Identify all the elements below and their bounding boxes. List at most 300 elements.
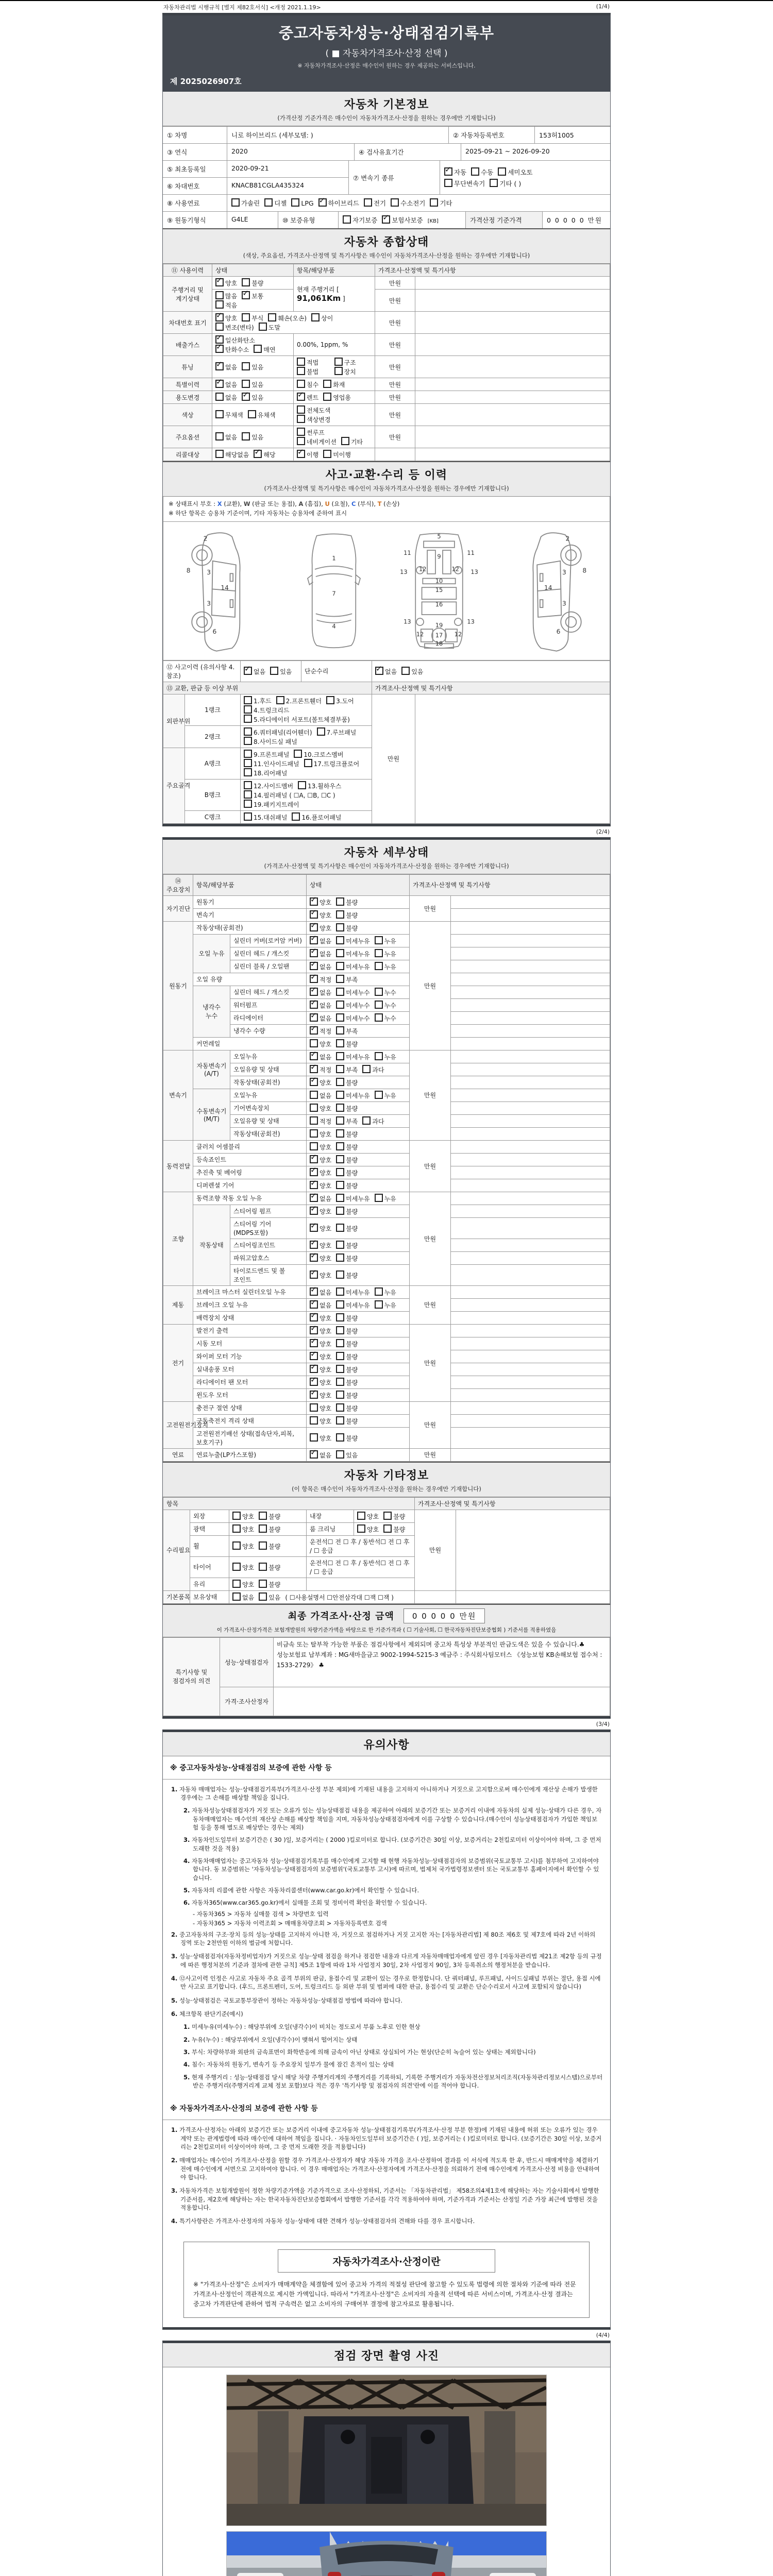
checkbox-option: 미세누유 (336, 1052, 369, 1061)
document-number: 제 2025026907호 (170, 77, 242, 86)
checkbox[interactable] (297, 367, 305, 375)
checkbox[interactable] (336, 1052, 344, 1060)
checkbox[interactable] (232, 1563, 241, 1571)
checkbox[interactable] (336, 1450, 344, 1459)
remark-cell (456, 1510, 610, 1590)
checkbox[interactable] (336, 1207, 344, 1215)
checkbox[interactable] (232, 1524, 241, 1533)
checkbox-option: 수동 (471, 167, 493, 177)
device-group: 조향 (163, 1192, 193, 1285)
notice-body (163, 1756, 610, 2233)
checkbox[interactable] (244, 667, 252, 675)
checkbox[interactable] (259, 1524, 267, 1533)
checkbox[interactable] (242, 278, 250, 286)
checkbox[interactable] (375, 1001, 383, 1009)
checkbox-option: 있음 (242, 432, 263, 442)
checkbox[interactable] (310, 1352, 318, 1360)
checkbox-option: 과다 (362, 1065, 384, 1074)
checkbox[interactable] (336, 1224, 344, 1232)
checkbox[interactable] (215, 300, 224, 309)
checkbox[interactable] (336, 1065, 344, 1073)
checkbox[interactable] (259, 1580, 267, 1588)
checkbox[interactable] (310, 1403, 318, 1412)
checkbox[interactable] (341, 437, 349, 445)
checkbox[interactable] (294, 750, 302, 758)
checkbox-option: 10.크로스멤버 (294, 750, 343, 759)
checkbox[interactable] (304, 759, 312, 767)
price-header: 가격조사·산정액 및 특기사항 (372, 682, 610, 694)
checkbox[interactable] (336, 1168, 344, 1176)
checkbox[interactable] (375, 1300, 383, 1309)
checkbox[interactable] (317, 727, 325, 736)
checkbox[interactable] (310, 1253, 318, 1262)
checkbox-option: 미세누수 (336, 1013, 369, 1023)
checkbox[interactable] (244, 800, 252, 808)
checkbox[interactable] (310, 1142, 318, 1150)
checkbox[interactable] (297, 380, 305, 388)
remark-cell (451, 1337, 610, 1350)
checkbox[interactable] (336, 1194, 344, 1202)
panel-group: 외판부위 (163, 694, 185, 748)
checkbox[interactable] (242, 362, 250, 370)
checkbox[interactable] (310, 1391, 318, 1399)
checkbox[interactable] (292, 812, 300, 821)
checkbox[interactable] (336, 1013, 344, 1022)
status-cell (307, 1311, 410, 1324)
checkbox[interactable] (215, 410, 224, 418)
checkbox[interactable] (310, 962, 318, 970)
checkbox[interactable] (357, 1524, 365, 1533)
checkbox[interactable] (270, 667, 278, 675)
transmission-options (440, 161, 610, 194)
checkbox[interactable] (215, 393, 224, 401)
checkbox[interactable] (297, 393, 305, 401)
fuel-options (227, 195, 610, 211)
checkbox[interactable] (336, 1300, 344, 1309)
checkbox-option: ✓ 없음 (310, 1287, 331, 1297)
checkbox-option: 불량 (336, 923, 358, 933)
checkbox[interactable] (310, 1116, 318, 1125)
checkbox-option: ✓ 없음 (310, 962, 331, 971)
notice-section-heading: ※ 중고자동차성능·상태점검의 보증에 관한 사항 등 (163, 1756, 610, 1780)
checkbox-option: ✓ 없음 (310, 1300, 331, 1310)
accident-legend (163, 497, 610, 522)
checkbox[interactable] (259, 1512, 267, 1520)
checkbox[interactable] (244, 750, 252, 758)
checkbox[interactable] (336, 1416, 344, 1425)
checkbox[interactable] (336, 988, 344, 996)
checkbox[interactable] (336, 1433, 344, 1442)
checkbox[interactable] (375, 667, 383, 675)
checkbox[interactable] (310, 1287, 318, 1296)
checkbox[interactable] (310, 1339, 318, 1347)
device-group: 변속기 (163, 1050, 193, 1140)
checkbox[interactable] (430, 198, 438, 207)
checkbox[interactable] (336, 1026, 344, 1035)
item-label: 연료누출(LP가스포함) (193, 1448, 307, 1461)
row-label: 차대번호 표기 (163, 312, 212, 334)
status-cell (307, 1427, 410, 1448)
checkbox[interactable] (336, 1287, 344, 1296)
checkbox-option: ✓ 보통 (242, 291, 263, 300)
checkbox[interactable] (375, 1194, 383, 1202)
opinion-author: 성능·상태점검자 (220, 1637, 274, 1687)
checkbox[interactable] (244, 781, 252, 789)
item-label: 라디에이터 팬 모터 (193, 1376, 307, 1388)
checkbox[interactable] (391, 198, 399, 207)
checkbox-option: 미세누수 (336, 988, 369, 997)
remark-cell (451, 1127, 610, 1140)
checkbox[interactable] (336, 1039, 344, 1047)
checkbox[interactable] (336, 949, 344, 957)
checkbox[interactable] (382, 215, 390, 224)
checkbox[interactable] (375, 1013, 383, 1022)
checkbox[interactable] (310, 1207, 318, 1215)
checkbox[interactable] (291, 198, 299, 207)
status-cell (307, 1166, 410, 1179)
checkbox[interactable] (336, 1155, 344, 1163)
checkbox[interactable] (310, 1194, 318, 1202)
checkbox[interactable] (375, 936, 383, 944)
checkbox[interactable] (383, 1512, 392, 1520)
checkbox[interactable] (244, 705, 252, 714)
checkbox[interactable] (336, 1326, 344, 1334)
checkbox[interactable] (297, 405, 305, 414)
remark-cell (451, 1350, 610, 1363)
status-cell (307, 998, 410, 1011)
checkbox-option: 불량 (336, 1313, 358, 1323)
checkbox-option: 변조(변타) (215, 323, 254, 332)
checkbox[interactable] (336, 936, 344, 944)
status-cell (307, 1376, 410, 1388)
checkbox[interactable] (310, 936, 318, 944)
item-label: 클러치 어셈블리 (193, 1140, 307, 1153)
remark-cell (451, 1311, 610, 1324)
final-price-note: 이 가격조사·산정가격은 보험개발원의 차량기준가액을 바탕으로 한 기준가격과 ( ☐ 기술사회, ☐ 한국자동차진단보증협회 ) 기준서를 적용하였음 (216, 1626, 557, 1633)
checkbox[interactable] (336, 1339, 344, 1347)
checkbox[interactable] (310, 1313, 318, 1321)
checkbox[interactable] (310, 1433, 318, 1442)
checkbox[interactable] (323, 393, 331, 401)
checkbox-option: 3.도어 (326, 696, 354, 705)
checkbox[interactable] (310, 988, 318, 996)
checkbox-option: ✓ 양호 (310, 1391, 331, 1400)
checkbox[interactable] (232, 1580, 241, 1588)
notice-title: 유의사항 (363, 1738, 410, 1752)
checkbox[interactable] (215, 323, 224, 331)
checkbox-option: 미세누유 (336, 962, 369, 971)
checkbox[interactable] (244, 696, 252, 704)
checkbox[interactable] (244, 715, 252, 723)
checkbox-option: 무단변속기 (444, 179, 485, 188)
mileage-value: 현재 주행거리 [ 91,061Km ] (294, 277, 375, 312)
remark-cell (451, 986, 610, 998)
accident-header (163, 461, 610, 497)
checkbox[interactable] (336, 1116, 344, 1125)
item-label: 고전원전기배선 상태(접속단자,피복,보호기구) (193, 1427, 307, 1448)
device-group: 고전원전기장치 (163, 1401, 193, 1448)
checkbox[interactable] (254, 450, 262, 458)
checkbox[interactable] (310, 1416, 318, 1425)
detail-header (163, 840, 610, 874)
status-cell (307, 1388, 410, 1401)
checkbox[interactable] (310, 923, 318, 931)
checkbox[interactable] (297, 437, 305, 445)
checkbox[interactable] (215, 291, 224, 299)
checkbox[interactable] (336, 1181, 344, 1189)
checkbox[interactable] (244, 737, 252, 745)
checkbox[interactable] (444, 167, 452, 176)
checkbox[interactable] (254, 345, 262, 353)
checkbox-option: 누유 (375, 1194, 396, 1203)
row-label: 색상 (163, 404, 212, 426)
checkbox[interactable] (264, 198, 273, 207)
checkbox[interactable] (336, 1365, 344, 1373)
page-4 (162, 2341, 611, 2576)
checkbox[interactable] (298, 781, 306, 789)
price-cell: 만원 (375, 404, 415, 426)
checkbox[interactable] (310, 1450, 318, 1459)
transmission-label: ⑦ 변속기 종류 (349, 161, 440, 194)
checkbox-option: ✓ 양호 (310, 1313, 331, 1323)
checkbox[interactable] (310, 1168, 318, 1176)
item-label: 기어변속장치 (230, 1101, 307, 1114)
checkbox[interactable] (334, 367, 343, 375)
checkbox[interactable] (336, 910, 344, 919)
checkbox[interactable] (375, 1052, 383, 1060)
checkbox-option: ✓ 없음 (215, 362, 237, 371)
checkbox[interactable] (311, 313, 320, 321)
accident-title: 사고·교환·수리 등 이력 (325, 469, 448, 482)
checkbox[interactable] (362, 1065, 371, 1073)
checkbox[interactable] (336, 897, 344, 906)
checkbox[interactable] (259, 1541, 267, 1550)
checkbox[interactable] (336, 1313, 344, 1321)
checkbox[interactable] (310, 1300, 318, 1309)
checkbox[interactable] (362, 1116, 371, 1125)
checkbox[interactable] (383, 1524, 392, 1533)
checkbox[interactable] (248, 410, 256, 418)
checkbox[interactable] (310, 1104, 318, 1112)
item-label: 실린더 헤드 / 개스킷 (230, 947, 307, 960)
checkbox[interactable] (215, 362, 224, 370)
checkbox[interactable] (215, 278, 224, 286)
checkbox[interactable] (375, 1091, 383, 1099)
checkbox-option: 불량 (259, 1563, 280, 1572)
checkbox[interactable] (242, 380, 250, 388)
checkbox[interactable] (336, 1241, 344, 1249)
checkbox[interactable] (310, 1155, 318, 1163)
checkbox[interactable] (242, 313, 250, 321)
checkbox[interactable] (336, 1001, 344, 1009)
checkbox-option: 양호 (310, 1433, 331, 1443)
checkbox[interactable] (323, 380, 331, 388)
panel-number: 16 (435, 600, 443, 608)
checkbox[interactable] (375, 962, 383, 970)
engine-type-label: ⑨ 원동기형식 (163, 212, 227, 228)
remark-cell (451, 1427, 610, 1448)
checkbox[interactable] (310, 1224, 318, 1232)
checkbox[interactable] (444, 179, 452, 187)
checkbox[interactable] (310, 1091, 318, 1099)
checkbox[interactable] (310, 1241, 318, 1249)
checkbox[interactable] (310, 975, 318, 983)
checkbox[interactable] (310, 910, 318, 919)
detail-condition-table: ⑭ 주요장치 항목/해당부품 상태 가격조사·산정액 및 특기사항 자기진단 원동기 ✓ 양호 불량 만원 변속기 ✓ 양호 불량 원동기 작동상태(공회전) ✓ 양호 불량 만원 오일 누유 실린더 커버(로커암 커버) ✓ 없음 미세누유 누유 실린더 헤드 / 개스킷 ✓ 없음 미세누유 누유 실린더 블록 / 오일팬 ✓ 없음 미세누유 누유 오일 유량 ✓ 적정 부족 냉각수 누수 실린더 헤드 / 개스킷 ✓ 없음 미세누수 누수 워터펌프 ✓ 없음 미세누수 누수 라디에이터 ✓ 없음 미세누수 누수 냉각수 수량 ✓ 적정 부족 커먼레일 양호 불량 변속기 자동변속기 (A/T) 오일누유 ✓ 없음 미세누유 누유 만원 오일유량 및 상태 ✓ 적정 부족 과다 작동상태(공회전) ✓ 양호 불량 수동변속기 (M/T) 오일누유 없음 미세누유 누유 기어변속장치 양호 불량 오일유량 및 상태 적정 부족 과다 작동상태(공회전) 양호 불량 동력전달 클러치 어셈블리 양호 불량 만원 등속죠인트 ✓ 양호 불량 추진축 및 베어링 ✓ 양호 불량 디퍼렌셜 기어 ✓ 양호 불량 조향 동력조향 작동 오일 누유 ✓ 없음 미세누유 누유 만원 작동상태 스티어링 펌프 ✓ 양호 불량 스티어링 기어(MDPS포함) ✓양호 불량 스티어링조인트 ✓ 양호 불량 파워고압호스 ✓ 양호 불량 타이로드엔드 및 볼 조인트 ✓양호 불량 제동 브레이크 마스터 실린더오일 누유 ✓ 없음 미세누유 누유 만원 브레이크 오일 누유 ✓ 없음 미세누유 누유 배력장치 상태 ✓ 양호 불량 전기 발전기 출력 ✓ 양호 불량 만원 시동 모터 ✓ 양호 불량 와이퍼 모터 기능 ✓ 양호 불량 실내송풍 모터 ✓ 양호 불량 라디에이터 팬 모터 ✓ 양호 불량 윈도우 모터 ✓ 양호 불량 고전원전기장치 충전구 절연 상태 양호 불량 만원 구동축전지 격리 상태 양호 불량 고전원전기배선 상태(접속단자,피복,보호기구) 양호 불량 연료 연료누출(LP가스포함) ✓ 없음 있음 만원 (163, 874, 610, 1462)
document-subtitle: ( ■ 자동차가격조사·산정 선택 ) (325, 48, 448, 59)
checkbox-option: 구조 (334, 358, 356, 367)
checkbox-option: ✓양호 (310, 1270, 331, 1280)
basic-info-header (163, 92, 610, 126)
checkbox-option: 부식 (242, 313, 263, 323)
price-cell (375, 448, 415, 461)
accident-subtitle: (가격조사·산정액 및 특기사항은 매수인이 자동차가격조사·산정을 원하는 경우에만 기재합니다) (264, 485, 509, 492)
checkbox-option: 불량 (336, 1039, 358, 1048)
overall-condition-table: ⑪ 사용이력 상태 항목/해당부품 가격조사·산정액 및 특기사항 주행거리 및 계기상태 ✓양호 불량 현재 주행거리 [ 91,061Km ] 만원 많음 ✓ 보통적음 만원 차대번호 표기 ✓양호 부식 훼손(오손) 상이변조(변타) 도말 만원 배출가스 ✓일산화탄소✓탄화수소 매연 0.00%, 1ppm, % 만원 튜닝 ✓ 없음 있음 적법불법 구조장치 만원 특별이력 ✓ 없음 있음 침수 화재 만원 용도변경 없음 ✓ 있음 ✓ 렌트 영업용 만원 색상 무채색 유채색 전체도색색상변경 만원 주요옵션 없음 있음 썬루프네비게이션 기타 만원 리콜대상 해당없음 ✓ 해당 ✓ 이행 미이행 (163, 264, 610, 461)
checkbox[interactable] (401, 667, 410, 675)
checkbox-option: ✓ 양호 (310, 1326, 331, 1335)
checkbox[interactable] (244, 768, 252, 776)
checkbox[interactable] (232, 1592, 241, 1601)
checkbox-option: 양호 (232, 1524, 254, 1534)
checkbox[interactable] (336, 1270, 344, 1279)
checkbox[interactable] (259, 323, 267, 331)
checkbox[interactable] (310, 1052, 318, 1060)
checkbox[interactable] (242, 291, 250, 299)
checkbox[interactable] (310, 1129, 318, 1138)
checkbox[interactable] (336, 1078, 344, 1086)
checkbox[interactable] (310, 1026, 318, 1035)
legend-note: ※ 하단 항목은 승용차 기준이며, 기타 자동차는 승용차에 준하여 표시 (169, 509, 347, 517)
remark-cell (451, 1251, 610, 1264)
checkbox[interactable] (375, 949, 383, 957)
status-cell (307, 1192, 410, 1205)
checkbox[interactable] (336, 1253, 344, 1262)
checkbox[interactable] (336, 975, 344, 983)
checkbox[interactable] (310, 1365, 318, 1373)
checkbox[interactable] (232, 1512, 241, 1520)
checkbox[interactable] (310, 949, 318, 957)
checkbox[interactable] (259, 1592, 267, 1601)
checkbox[interactable] (310, 1270, 318, 1279)
checkbox[interactable] (244, 812, 252, 821)
notice-subitem: 6. 자동차365(www.car365.go.kr)에서 실매물 조회 및 정비이력 확인을 확인할 수 있습니다. (183, 1899, 427, 1907)
remark-cell (451, 998, 610, 1011)
checkbox-option: 도말 (259, 323, 280, 332)
checkbox[interactable] (310, 1181, 318, 1189)
checkbox-option: 양호 (310, 1416, 331, 1426)
checkbox[interactable] (375, 1287, 383, 1296)
first-reg-value: 2020-09-21 (231, 164, 269, 172)
price-cell: 만원 (410, 921, 451, 1050)
checkbox-option: 불량 (336, 1378, 358, 1387)
checkbox[interactable] (336, 1352, 344, 1360)
checkbox[interactable] (310, 1378, 318, 1386)
checkbox[interactable] (310, 1065, 318, 1073)
checkbox[interactable] (231, 198, 240, 207)
checkbox[interactable] (336, 923, 344, 931)
status-cell (307, 1217, 410, 1239)
checkbox[interactable] (215, 345, 224, 353)
remark-cell (451, 1239, 610, 1251)
panel-number: 9 (437, 552, 441, 560)
checkbox[interactable] (336, 1129, 344, 1138)
checkbox[interactable] (244, 790, 252, 799)
checkbox[interactable] (336, 1403, 344, 1412)
checkbox[interactable] (297, 428, 305, 436)
checkbox[interactable] (276, 696, 284, 704)
checkbox[interactable] (318, 198, 327, 207)
base-price-label: 가격산정 기준가격 (466, 212, 543, 228)
checkbox[interactable] (471, 167, 479, 176)
checkbox[interactable] (336, 1378, 344, 1386)
checkbox[interactable] (242, 393, 250, 401)
checkbox[interactable] (336, 1091, 344, 1099)
checkbox-option: 불량 (336, 1253, 358, 1263)
checkbox[interactable] (334, 358, 343, 366)
checkbox-option: ✓ 양호 (310, 1352, 331, 1361)
checkbox[interactable] (259, 1563, 267, 1571)
checkbox-option: 미세누유 (336, 936, 369, 945)
notice-item: 3. 성능·상태점검자(자동차정비업자)가 거짓으로 성능·상태 점검을 하거나 점검한 내용과 다르게 자동차매매업자에게 알린 경우 [자동차관리법 제21조 제2항 등의 규정에 따른 행정처분의 기준과 절차에 관한 규칙] 제5조 1항에 따라 1차 사업정지 30일, 2차 사업정지 90일, 3차 등록취소의 행정처분을 받습니다. (171, 1953, 602, 1969)
checkbox[interactable] (215, 380, 224, 388)
checkbox[interactable] (310, 897, 318, 906)
checkbox[interactable] (297, 358, 305, 366)
checkbox[interactable] (364, 198, 372, 207)
checkbox[interactable] (310, 1039, 318, 1047)
sub-group: 오일 누유 (193, 934, 230, 973)
checkbox[interactable] (336, 1391, 344, 1399)
checkbox[interactable] (244, 759, 252, 767)
checkbox[interactable] (310, 1001, 318, 1009)
remark-cell (415, 448, 610, 461)
checkbox[interactable] (297, 450, 305, 458)
checkbox[interactable] (343, 215, 351, 224)
checkbox[interactable] (244, 727, 252, 736)
checkbox[interactable] (242, 432, 250, 440)
checkbox[interactable] (215, 450, 224, 458)
checkbox-option: 불량 (336, 1365, 358, 1374)
page-marker-2: (2/4) (596, 828, 610, 835)
checkbox[interactable] (336, 962, 344, 970)
checkbox-option: 부족 (336, 1116, 358, 1126)
overall-header (163, 228, 610, 264)
checkbox[interactable] (498, 167, 506, 176)
checkbox[interactable] (268, 313, 276, 321)
checkbox[interactable] (232, 1541, 241, 1550)
checkbox[interactable] (215, 432, 224, 440)
checkbox[interactable] (336, 1142, 344, 1150)
checkbox-option: 부족 (336, 1065, 358, 1074)
status-cell (307, 1127, 410, 1140)
item-label: 스티어링 펌프 (230, 1205, 307, 1217)
checkbox[interactable] (310, 1078, 318, 1086)
checkbox-option: 없음 (232, 1592, 254, 1602)
checkbox[interactable] (297, 415, 305, 423)
checkbox[interactable] (375, 988, 383, 996)
checkbox[interactable] (326, 696, 334, 704)
checkbox[interactable] (336, 1104, 344, 1112)
checkbox[interactable] (323, 450, 331, 458)
checkbox[interactable] (357, 1512, 365, 1520)
panel-group: 주요골격 (163, 748, 185, 823)
checkbox[interactable] (490, 179, 498, 187)
checkbox-option: 불량 (336, 897, 358, 907)
checkbox-option: 화재 (323, 380, 345, 389)
checkbox[interactable] (310, 1326, 318, 1334)
checkbox[interactable] (310, 1013, 318, 1022)
checkbox[interactable] (215, 313, 224, 321)
